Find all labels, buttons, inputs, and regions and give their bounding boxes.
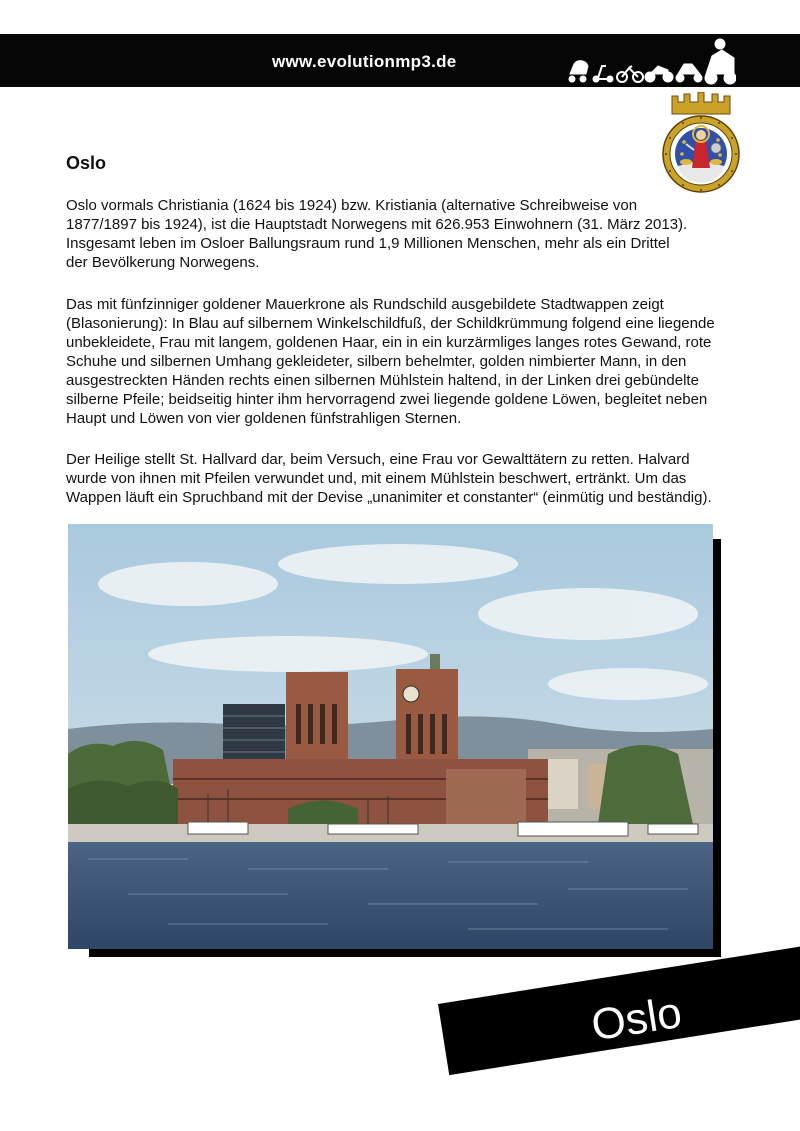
paragraph-saint: Der Heilige stellt St. Hallvard dar, beim Versuch, eine Frau vor Gewalttätern zu retten. Halvard wurde von ihnen mit Pfeilen verwundet und, mit einem Mühlstein beschwert, ertränkt. Um das Wappen läuft ein Spruchband mit der Devise „unanimiter et constanter“ (einmütig und beständig). [66,451,712,506]
paragraph-intro: Oslo vormals Christiania (1624 bis 1924) bzw. Kristiania (alternative Schreibweise von 1877/1897 bis 1924), ist die Hauptstadt Norwegens mit 626.953 Einwohnern (31. März 2013). Insgesamt leben im Osloer Ballungsraum rund 1,9 Millionen Menschen, mehr als ein Drittel der Bevölkerung Norwegens. [66,197,688,271]
oslo-city-hall-photo [68,524,713,949]
vehicles-icon [566,36,736,86]
paragraph-coat-of-arms: Das mit fünfzinniger goldener Mauerkrone als Rundschild ausgebildete Stadtwappen zeigt (Blasonierung): In Blau auf silbernem Winkelschildfuß, der Schildkrümmung folgend eine liegende unbekleidete, Frau mit langem, goldenen Haar, ein in ein kurzärmliges langes rotes Gewand, rote Schuhe und silbernen Umhang gekleideter, silbern behelmter, golden nimbierter Mann, in den ausgestreckten Händen rechts einen silbernen Mühlstein haltend, in der Linken drei gebündelte silberne Pfeile; beidseitig hinter ihm hervorragend zwei liegende goldene Löwen, begleitet neben Haupt und Löwen von vier goldenen fünfstrahligen Sternen. [66,296,715,427]
title-banner-label: Oslo [588,987,686,1051]
site-url[interactable]: www.evolutionmp3.de [272,52,457,71]
oslo-coat-of-arms-icon [656,92,740,196]
article-title: Oslo [66,153,107,173]
